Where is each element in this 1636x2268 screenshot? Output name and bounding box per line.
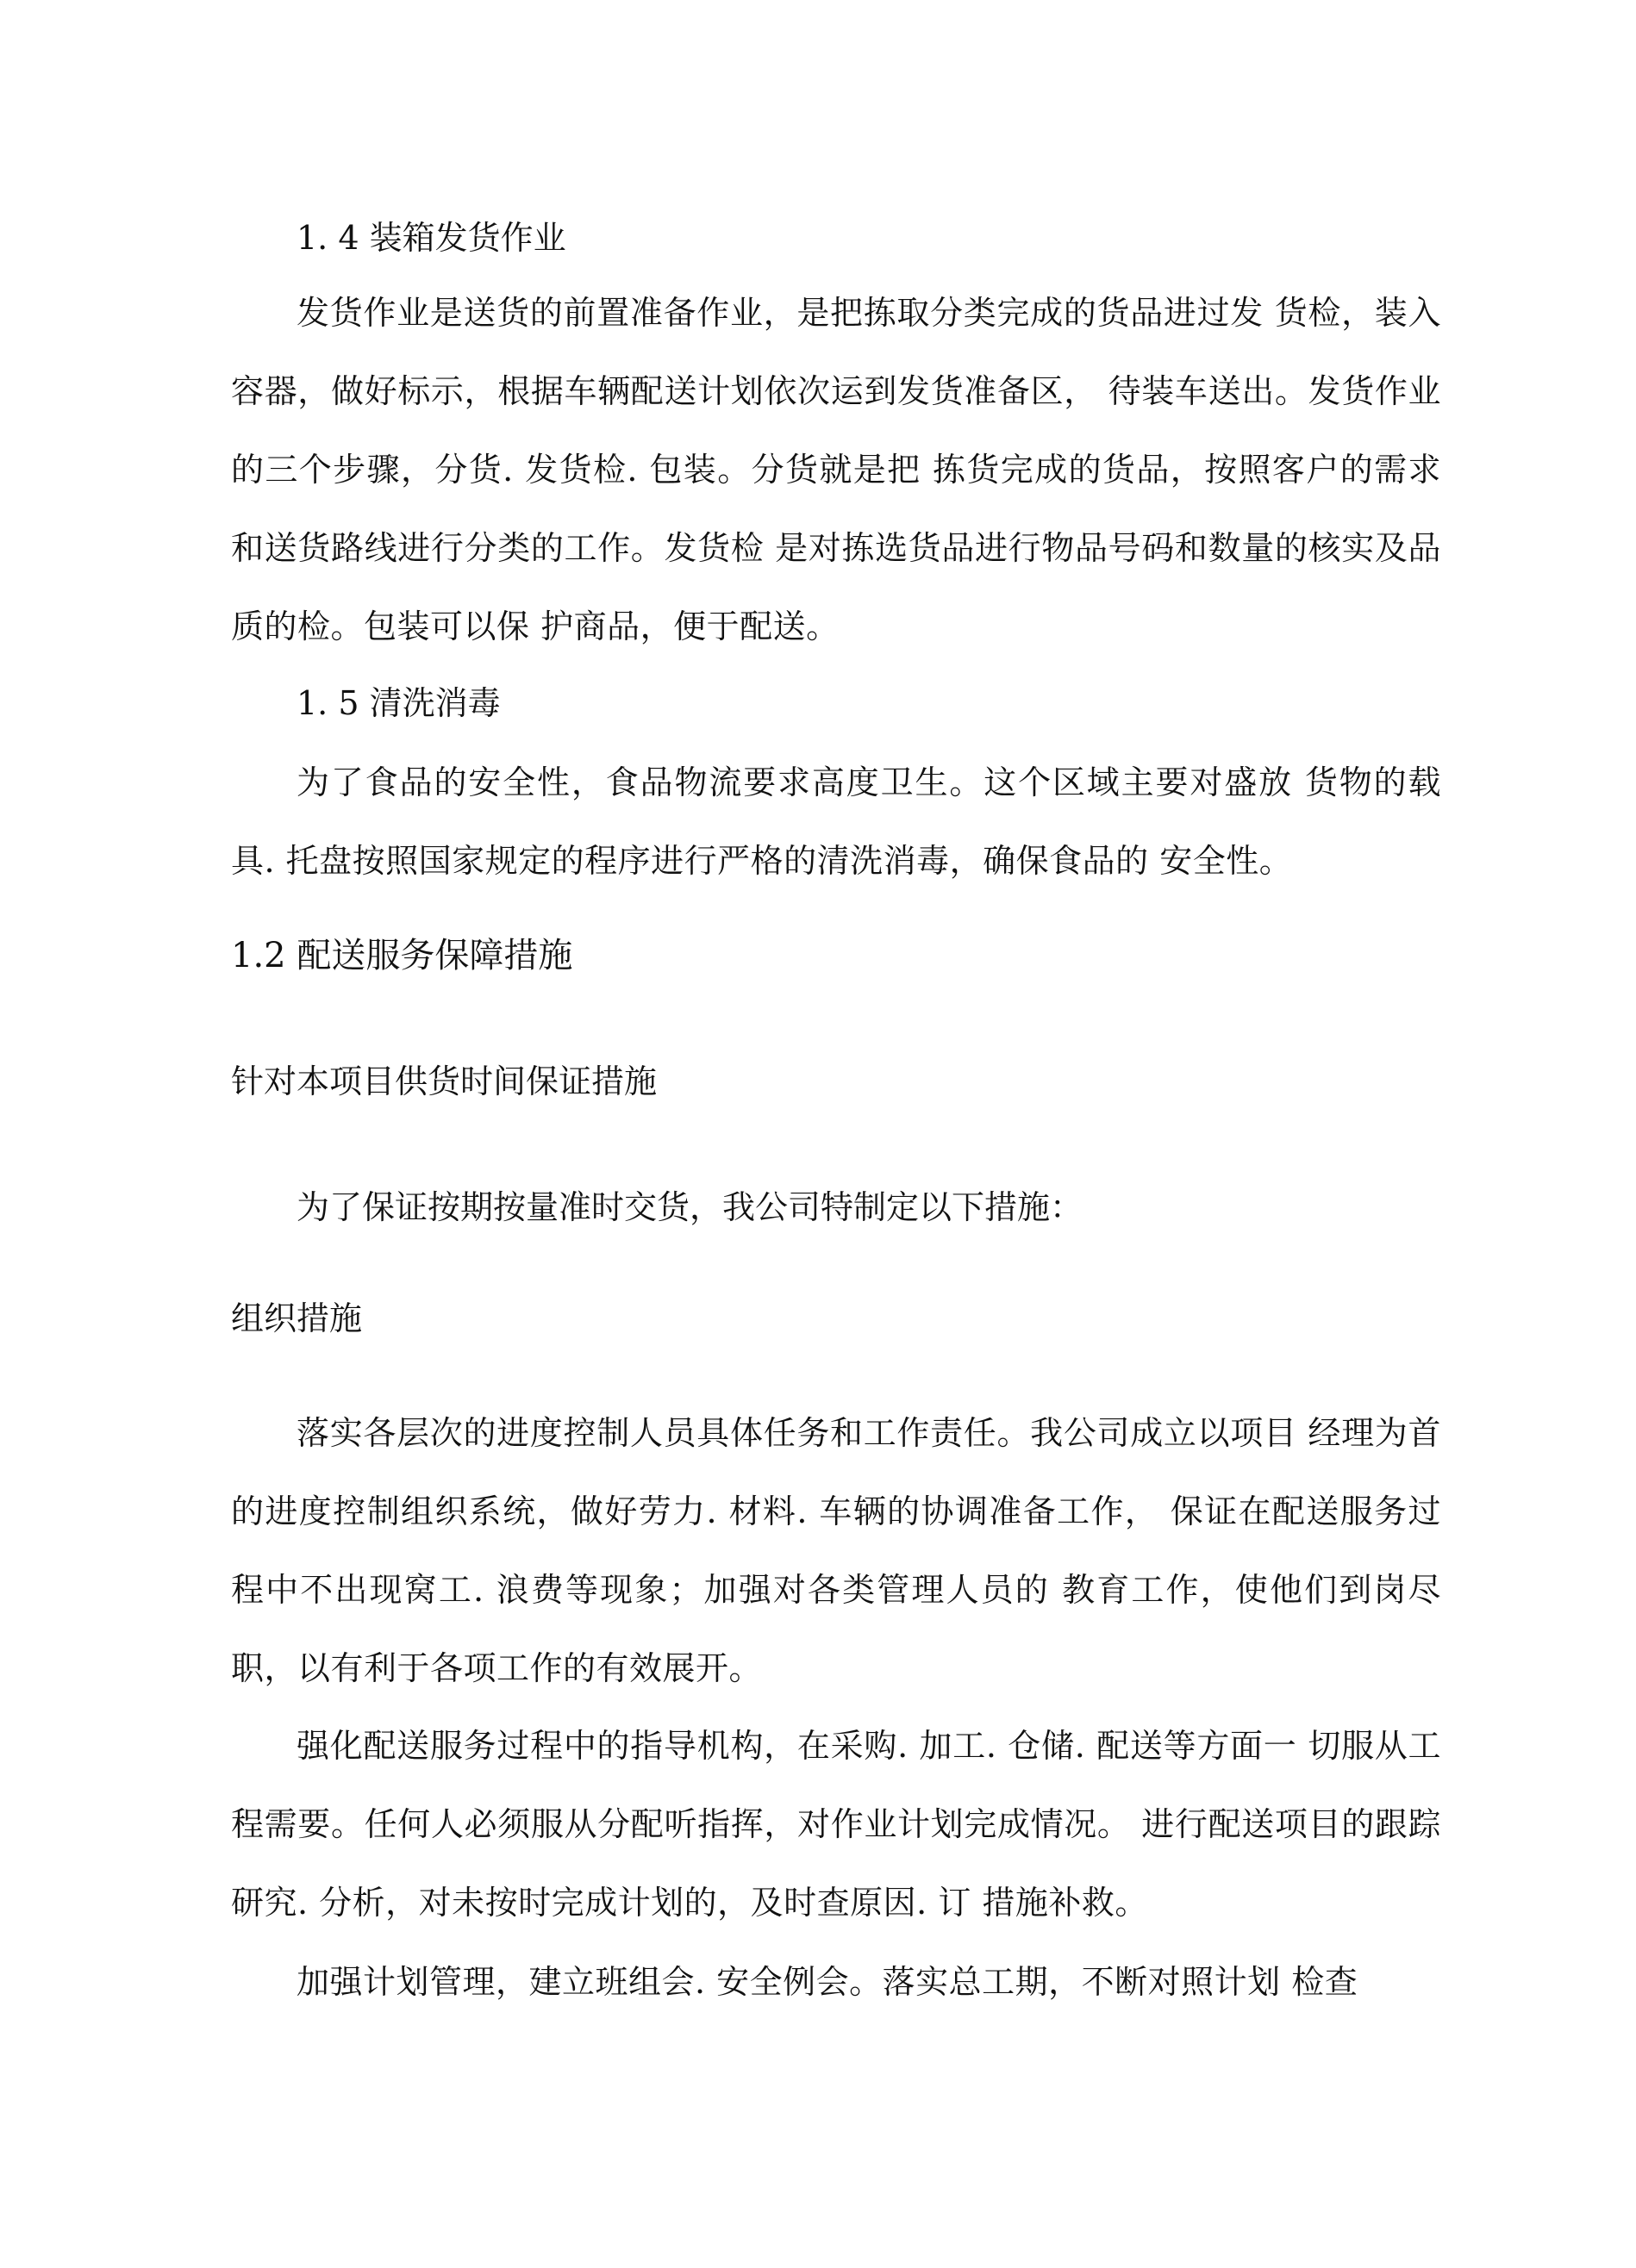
section-1-5-body: 为了食品的安全性，食品物流要求高度卫生。这个区域主要对盛放 货物的载具. 托盘按照国家规定的程序进行严格的清洗消毒，确保食品的 安全性。	[231, 763, 1441, 880]
supply-time-intro: 为了保证按期按量准时交货，我公司特制定以下措施：	[297, 1188, 1083, 1226]
organization-paragraph-1: 落实各层次的进度控制人员具体任务和工作责任。我公司成立以项目 经理为首的进度控制组织系统，做好劳力. 材料. 车辆的协调准备工作， 保证在配送服务过程中不出现窝工. 浪费等现象；加强对各类管理人员的 教育工作，使他们到岗尽职，以有利于各项工作的有效展开。	[231, 1414, 1441, 1687]
organization-heading: 组织措施	[231, 1299, 363, 1337]
section-1-4-title: 1. 4 装箱发货作业	[297, 219, 566, 257]
supply-time-heading: 针对本项目供货时间保证措施	[231, 1062, 658, 1100]
section-1-5-title: 1. 5 清洗消毒	[297, 684, 501, 722]
organization-paragraph-2: 强化配送服务过程中的指导机构，在采购. 加工. 仓储. 配送等方面一 切服从工程需要。任何人必须服从分配听指挥，对作业计划完成情况。 进行配送项目的跟踪研究. 分析，对未按时完成计划的，及时查原因. 订 措施补救。	[231, 1727, 1441, 1922]
section-1-2-heading: 1.2 配送服务保障措施	[231, 936, 573, 975]
section-1-4-body: 发货作业是送货的前置准备作业，是把拣取分类完成的货品进过发 货检，装入容器，做好标示，根据车辆配送计划依次运到发货准备区， 待装车送出。发货作业的三个步骤，分货. 发货检. 包装。分货就是把 拣货完成的货品，按照客户的需求和送货路线进行分类的工作。发货检 是对拣选货品进行物品号码和数量的核实及品质的检。包装可以保 护商品，便于配送。	[231, 294, 1441, 645]
organization-paragraph-3: 加强计划管理，建立班组会. 安全例会。落实总工期，不断对照计划 检查	[297, 1963, 1358, 2001]
